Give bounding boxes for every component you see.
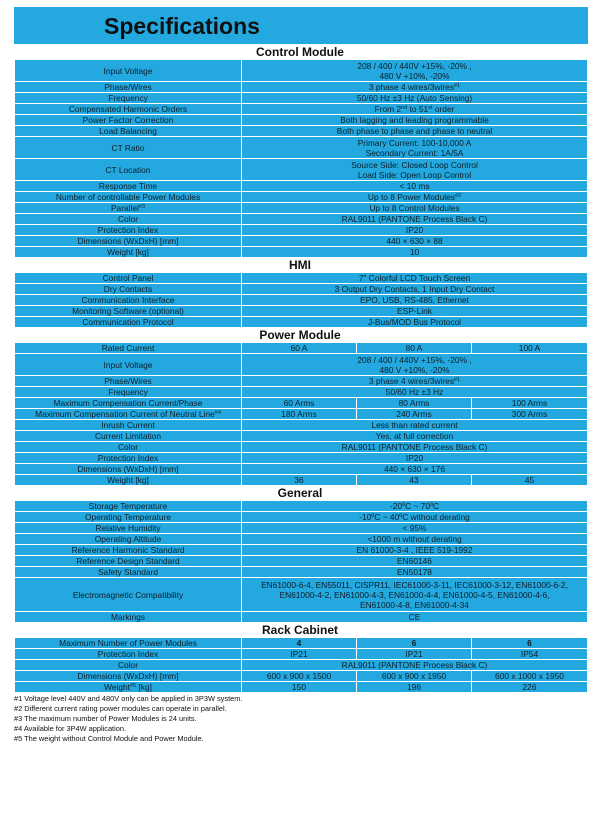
row-value: 300 Arms — [472, 409, 588, 420]
row-label: Load Balancing — [15, 126, 242, 137]
row-value: 600 x 900 x 1950 — [357, 671, 472, 682]
table-row — [15, 567, 588, 578]
row-label: Dry Contacts — [15, 284, 242, 295]
table-row — [15, 93, 588, 104]
table-row — [15, 649, 588, 660]
row-label: Response Time — [15, 181, 242, 192]
row-label: Number of controllable Power Modules — [15, 192, 242, 203]
table-row — [15, 214, 588, 225]
row-value: 10 — [242, 247, 588, 258]
row-label: Operating Temperature — [15, 512, 242, 523]
table-row — [15, 556, 588, 567]
table-row — [15, 534, 588, 545]
row-label: Protection Index — [15, 225, 242, 236]
row-value: Both phase to phase and phase to neutral — [242, 126, 588, 137]
hmi-heading: HMI — [289, 258, 311, 272]
row-label: Safety Standard — [15, 567, 242, 578]
general-table — [14, 500, 588, 623]
row-label: Operating Altitude — [15, 534, 242, 545]
row-value: 80 A — [357, 343, 472, 354]
table-row — [15, 409, 588, 420]
row-label: Reference Harmonic Standard — [15, 545, 242, 556]
table-row — [15, 376, 588, 387]
hmi-table — [14, 272, 588, 328]
table-row — [15, 295, 588, 306]
row-value: EN 61000-3-4 , IEEE 519-1992 — [242, 545, 588, 556]
row-label: Communication Protocol — [15, 317, 242, 328]
row-label: Weight [kg] — [15, 475, 242, 486]
row-value: < 95% — [242, 523, 588, 534]
table-row — [15, 104, 588, 115]
table-row — [15, 420, 588, 431]
row-label: Frequency — [15, 93, 242, 104]
row-label: Input Voltage — [15, 354, 242, 376]
footnote: #1 Voltage level 440V and 480V only can be applied in 3P3W system. — [14, 694, 243, 703]
row-value: 440 × 630 × 176 — [242, 464, 588, 475]
row-value: 45 — [472, 475, 588, 486]
table-row — [15, 475, 588, 486]
row-label: Communication Interface — [15, 295, 242, 306]
row-value: CE — [242, 612, 588, 623]
row-value: 3 phase 4 wires/3wires$^{\#1}$ — [242, 82, 588, 93]
row-value: IP21 — [357, 649, 472, 660]
table-row — [15, 60, 588, 82]
row-value: IP20 — [242, 453, 588, 464]
row-label: Control Panel — [15, 273, 242, 284]
table-row — [15, 523, 588, 534]
row-label: Rated Current — [15, 343, 242, 354]
row-value: 100 Arms — [472, 398, 588, 409]
row-value: 50/60 Hz ±3 Hz — [242, 387, 588, 398]
footnote: #2 Different current rating power modules can operate in parallel. — [14, 704, 227, 713]
table-row — [15, 464, 588, 475]
row-label: Markings — [15, 612, 242, 623]
row-label: Power Factor Correction — [15, 115, 242, 126]
row-value: -20ºC ~ 70ºC — [242, 501, 588, 512]
row-value: RAL9011 (PANTONE Process Black C) — [242, 214, 588, 225]
table-row — [15, 273, 588, 284]
row-value: RAL9011 (PANTONE Process Black C) — [242, 660, 588, 671]
row-value: Source Side: Closed Loop Control Load Side: Open Loop Control — [242, 159, 588, 181]
rack-cabinet-heading: Rack Cabinet — [261, 623, 339, 637]
row-label: Inrush Current — [15, 420, 242, 431]
row-label: Storage Temperature — [15, 501, 242, 512]
table-row — [15, 398, 588, 409]
row-value: 600 x 1000 x 1950 — [472, 671, 588, 682]
row-value: 208 / 400 / 440V +15%, -20% , 480 V +10%, -20% — [242, 60, 588, 82]
row-label: Weight$^{\#5}$ [kg] — [15, 682, 242, 693]
row-label: Dimensions (WxDxH) [mm] — [15, 671, 242, 682]
row-value: IP21 — [242, 649, 357, 660]
table-row — [15, 387, 588, 398]
power-module-heading: Power Module — [259, 328, 341, 342]
table-row — [15, 225, 588, 236]
table-row — [15, 284, 588, 295]
table-row — [15, 203, 588, 214]
row-value: EPO, USB, RS-485, Ethernet — [242, 295, 588, 306]
row-value: 196 — [357, 682, 472, 693]
row-value: 180 Arms — [242, 409, 357, 420]
footnotes — [14, 694, 600, 744]
table-row — [15, 354, 588, 376]
row-value: Yes, at full correction — [242, 431, 588, 442]
row-label: Input Voltage — [15, 60, 242, 82]
table-row — [15, 660, 588, 671]
row-value: EN60146 — [242, 556, 588, 567]
table-row — [15, 638, 588, 649]
row-label: Maximum Compensation Current of Neutral Line$^{\#4}$ — [15, 409, 242, 420]
table-row — [15, 181, 588, 192]
table-row — [15, 192, 588, 203]
table-row — [15, 545, 588, 556]
table-row — [15, 453, 588, 464]
table-row — [15, 682, 588, 693]
footnote: #5 The weight without Control Module and Power Module. — [14, 734, 204, 743]
table-row — [15, 247, 588, 258]
table-row — [15, 501, 588, 512]
row-value: Both lagging and leading programmable — [242, 115, 588, 126]
rack-cabinet-table — [14, 637, 588, 693]
table-row — [15, 578, 588, 612]
row-label: Protection Index — [15, 649, 242, 660]
row-label: Protection Index — [15, 453, 242, 464]
row-value: 600 x 900 x 1500 — [242, 671, 357, 682]
row-label: Color — [15, 442, 242, 453]
row-value: 50/60 Hz ±3 Hz (Auto Sensing) — [242, 93, 588, 104]
page-title: Specifications — [104, 13, 260, 39]
row-value: 6 — [357, 638, 472, 649]
footnote: #3 The maximum number of Power Modules is 24 units. — [14, 714, 197, 723]
row-label: Weight [kg] — [15, 247, 242, 258]
row-label: Reference Design Standard — [15, 556, 242, 567]
table-row — [15, 115, 588, 126]
row-label: Color — [15, 214, 242, 225]
row-label: Color — [15, 660, 242, 671]
row-value: < 10 ms — [242, 181, 588, 192]
row-value: IP54 — [472, 649, 588, 660]
row-value: Primary Current: 100-10,000 A Secondary Current: 1A/5A — [242, 137, 588, 159]
control-module-heading: Control Module — [256, 45, 344, 59]
row-value: 440 × 630 × 88 — [242, 236, 588, 247]
table-row — [15, 612, 588, 623]
row-value: 3 phase 4 wires/3wires$^{\#1}$ — [242, 376, 588, 387]
row-value: 240 Arms — [357, 409, 472, 420]
row-label: Electromagnetic Compatibility — [15, 578, 242, 612]
table-row — [15, 671, 588, 682]
table-row — [15, 512, 588, 523]
row-label: Dimensions (WxDxH) [mm] — [15, 464, 242, 475]
table-row — [15, 159, 588, 181]
row-value: 80 Arms — [357, 398, 472, 409]
row-label: Compensated Harmonic Orders — [15, 104, 242, 115]
row-value: RAL9011 (PANTONE Process Black C) — [242, 442, 588, 453]
table-row — [15, 306, 588, 317]
row-label: Maximum Compensation Current/Phase — [15, 398, 242, 409]
row-label: Relative Humidity — [15, 523, 242, 534]
row-value: ESP-Link — [242, 306, 588, 317]
row-label: Frequency — [15, 387, 242, 398]
row-value: EN50178 — [242, 567, 588, 578]
row-value: IP20 — [242, 225, 588, 236]
general-heading: General — [277, 486, 323, 500]
row-label: Current Limitation — [15, 431, 242, 442]
row-label: CT Location — [15, 159, 242, 181]
row-value: 36 — [242, 475, 357, 486]
row-label: Dimensions (WxDxH) [mm] — [15, 236, 242, 247]
row-value: J-Bus/MOD Bus Protocol — [242, 317, 588, 328]
row-value: 150 — [242, 682, 357, 693]
row-value: EN61000-6-4, EN55011, CISPR11, IEC61000-3-11, IEC61000-3-12, EN61000-6-2, EN61000-4-2, EN61000-4-3, EN61000-4-4, EN61000-4-5, EN61000-4-6, EN61000-4-8, EN61000-4-34 — [242, 578, 588, 612]
table-row — [15, 317, 588, 328]
row-value: 208 / 400 / 440V +15%, -20% , 480 V +10%, -20% — [242, 354, 588, 376]
row-value: Up to 8 Control Modules — [242, 203, 588, 214]
row-value: <1000 m without derating — [242, 534, 588, 545]
row-value: Up to 8 Power Modules$^{\#2}$ — [242, 192, 588, 203]
row-value: 100 A — [472, 343, 588, 354]
row-value: 226 — [472, 682, 588, 693]
control-module-table — [14, 59, 588, 258]
row-value: 4 — [242, 638, 357, 649]
table-row — [15, 431, 588, 442]
row-label: Parallel$^{\#3}$ — [15, 203, 242, 214]
row-value: 3 Output Dry Contacts, 1 Input Dry Contact — [242, 284, 588, 295]
table-row — [15, 442, 588, 453]
row-value: 6 — [472, 638, 588, 649]
row-value: Less than rated current — [242, 420, 588, 431]
row-value: 7" Colorful LCD Touch Screen — [242, 273, 588, 284]
row-value: 43 — [357, 475, 472, 486]
title-bar — [14, 7, 588, 44]
row-label: Monitoring Software (optional) — [15, 306, 242, 317]
row-label: Phase/Wires — [15, 376, 242, 387]
footnote: #4 Available for 3P4W application. — [14, 724, 127, 733]
row-value: -10ºC ~ 40ºC without derating — [242, 512, 588, 523]
table-row — [15, 82, 588, 93]
row-value: 60 A — [242, 343, 357, 354]
power-module-table — [14, 342, 588, 486]
row-label: Maximum Number of Power Modules — [15, 638, 242, 649]
table-row — [15, 126, 588, 137]
row-value: From 2nd to 51st order — [242, 104, 588, 115]
table-row — [15, 236, 588, 247]
row-label: CT Ratio — [15, 137, 242, 159]
row-value: 60 Arms — [242, 398, 357, 409]
row-label: Phase/Wires — [15, 82, 242, 93]
table-row — [15, 137, 588, 159]
table-row — [15, 343, 588, 354]
